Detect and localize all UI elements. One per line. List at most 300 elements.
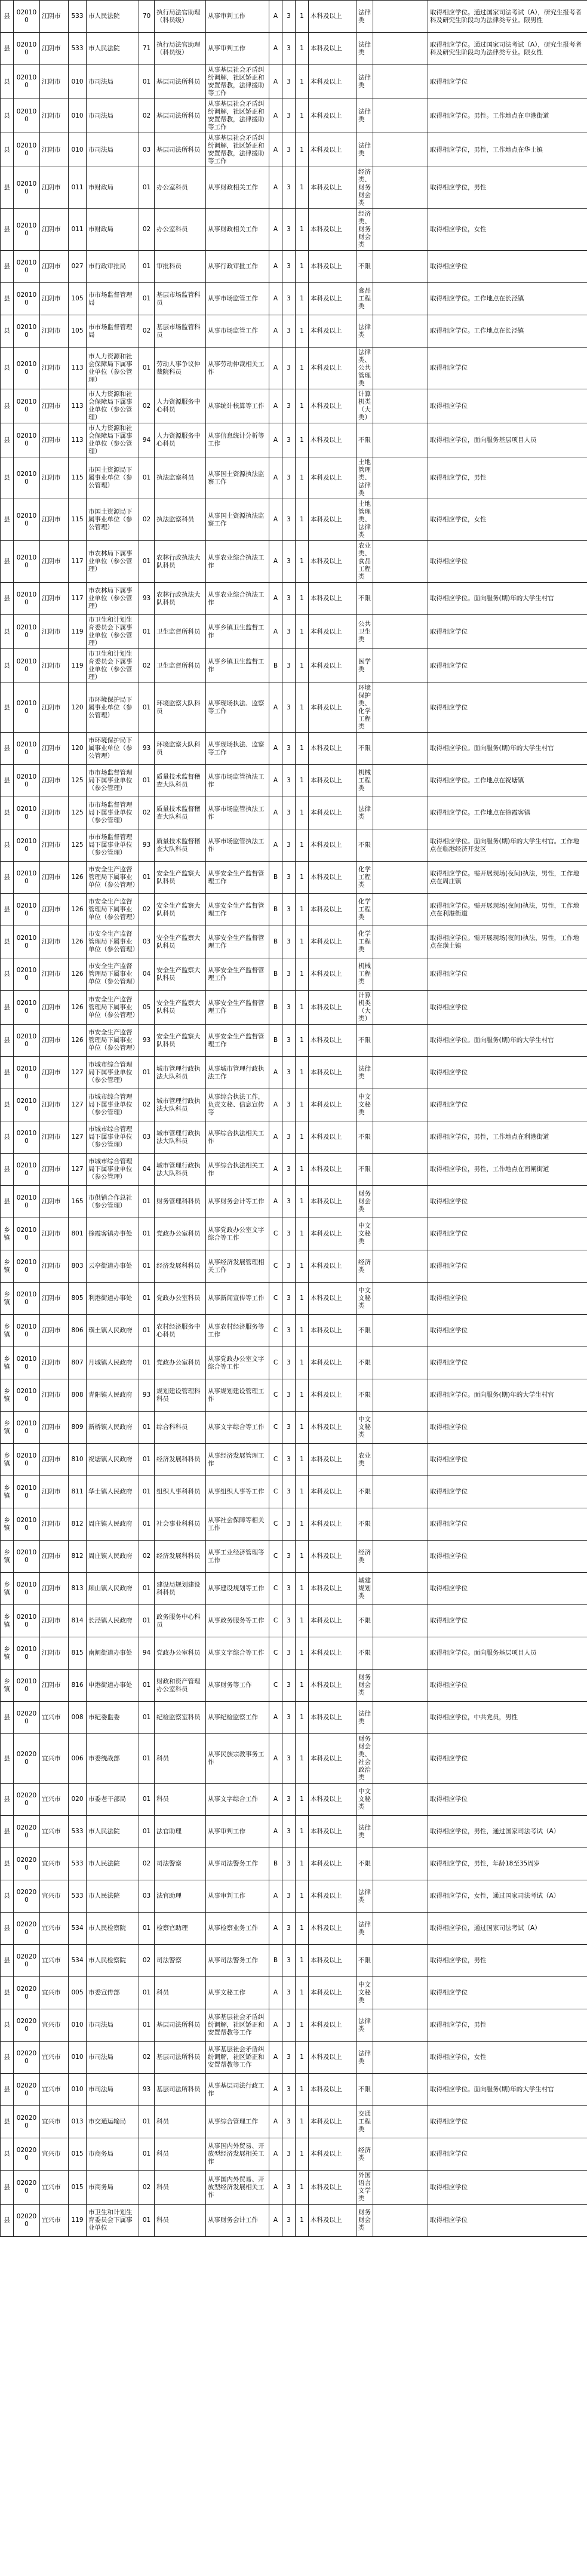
cell-city: 江阴市 xyxy=(40,1412,69,1444)
cell-degree: 环境保护类、化学工程类 xyxy=(356,683,373,733)
cell-major xyxy=(373,1670,428,1702)
cell-unit-code: 533 xyxy=(69,33,87,65)
cell-level: 县 xyxy=(1,894,14,926)
cell-area-code: 020100 xyxy=(14,894,40,926)
cell-level: 县 xyxy=(1,1186,14,1218)
cell-city: 江阴市 xyxy=(40,1250,69,1283)
cell-unit: 市供销合作总社（参公管理） xyxy=(87,1186,139,1218)
cell-pos-code: 02 xyxy=(139,315,155,348)
cell-type: C xyxy=(269,1670,282,1702)
cell-subtype: 3 xyxy=(282,1637,296,1670)
cell-area-code: 020200 xyxy=(14,1945,40,1977)
cell-degree: 法律类 xyxy=(356,2042,373,2074)
cell-education: 本科及以上 xyxy=(309,423,356,457)
cell-pos-code: 02 xyxy=(139,209,155,251)
cell-major xyxy=(373,894,428,926)
cell-subtype: 3 xyxy=(282,958,296,991)
cell-education: 本科及以上 xyxy=(309,1734,356,1784)
cell-unit: 市司法局 xyxy=(87,65,139,99)
cell-degree: 交通工程类 xyxy=(356,2106,373,2138)
cell-other: 取得相应学位 xyxy=(428,1476,587,1508)
cell-other: 取得相应学位 xyxy=(428,2138,587,2171)
cell-subtype: 3 xyxy=(282,1573,296,1605)
cell-duties: 从事检察业务工作 xyxy=(206,1913,269,1945)
cell-level: 县 xyxy=(1,583,14,615)
cell-area-code: 020100 xyxy=(14,1315,40,1347)
cell-unit: 市商务局 xyxy=(87,2138,139,2171)
cell-degree: 中文文秘类 xyxy=(356,1218,373,1250)
cell-unit-code: 126 xyxy=(69,926,87,958)
cell-subtype: 3 xyxy=(282,1880,296,1913)
cell-position: 法官助理 xyxy=(155,1816,206,1848)
cell-major xyxy=(373,1734,428,1784)
cell-unit-code: 127 xyxy=(69,1154,87,1186)
cell-city: 宜兴市 xyxy=(40,2205,69,2237)
table-row xyxy=(1,133,587,167)
table-row xyxy=(1,1057,587,1089)
cell-major xyxy=(373,765,428,797)
cell-type: C xyxy=(269,1347,282,1379)
cell-pos-code: 01 xyxy=(139,65,155,99)
cell-unit-code: 117 xyxy=(69,583,87,615)
cell-position: 城市管理行政执法大队科员 xyxy=(155,1089,206,1121)
cell-pos-code: 01 xyxy=(139,1977,155,2009)
cell-area-code: 020100 xyxy=(14,33,40,65)
cell-pos-code: 01 xyxy=(139,862,155,894)
cell-degree: 法律类 xyxy=(356,1702,373,1734)
table-row xyxy=(1,1379,587,1412)
cell-other: 取得相应学位 xyxy=(428,1977,587,2009)
cell-count: 1 xyxy=(296,1702,309,1734)
table-row xyxy=(1,1283,587,1315)
cell-major xyxy=(373,649,428,683)
cell-type: A xyxy=(269,1057,282,1089)
cell-level: 县 xyxy=(1,33,14,65)
cell-area-code: 020100 xyxy=(14,829,40,862)
cell-city: 江阴市 xyxy=(40,65,69,99)
cell-pos-code: 03 xyxy=(139,1121,155,1154)
cell-education: 本科及以上 xyxy=(309,99,356,133)
cell-major xyxy=(373,1541,428,1573)
cell-level: 县 xyxy=(1,1089,14,1121)
cell-other: 取得相应学位。工作地点在祝塘镇 xyxy=(428,765,587,797)
cell-area-code: 020100 xyxy=(14,1186,40,1218)
cell-count: 1 xyxy=(296,1,309,33)
cell-major xyxy=(373,1637,428,1670)
cell-level: 县 xyxy=(1,251,14,283)
cell-pos-code: 93 xyxy=(139,1025,155,1057)
cell-unit: 市人力资源和社会保障局下属事业单位（参公管理） xyxy=(87,389,139,423)
cell-unit: 市商务局 xyxy=(87,2171,139,2205)
cell-education: 本科及以上 xyxy=(309,2042,356,2074)
cell-other: 取得相应学位，女性 xyxy=(428,499,587,541)
cell-area-code: 020100 xyxy=(14,1089,40,1121)
cell-area-code: 020200 xyxy=(14,2205,40,2237)
cell-city: 宜兴市 xyxy=(40,2138,69,2171)
cell-type: A xyxy=(269,1913,282,1945)
cell-major xyxy=(373,209,428,251)
cell-degree: 不限 xyxy=(356,1379,373,1412)
cell-degree: 财务财会类 xyxy=(356,1186,373,1218)
cell-major xyxy=(373,2171,428,2205)
cell-degree: 法律类 xyxy=(356,1,373,33)
cell-degree: 法律类 xyxy=(356,315,373,348)
cell-degree: 化学工程类 xyxy=(356,894,373,926)
cell-education: 本科及以上 xyxy=(309,167,356,209)
cell-major xyxy=(373,1121,428,1154)
cell-position: 财政和资产管理办公室科员 xyxy=(155,1670,206,1702)
cell-pos-code: 93 xyxy=(139,829,155,862)
cell-major xyxy=(373,1605,428,1637)
cell-type: A xyxy=(269,683,282,733)
cell-unit-code: 807 xyxy=(69,1347,87,1379)
cell-unit: 市国土资源局下属事业单位（参公管理） xyxy=(87,499,139,541)
cell-city: 江阴市 xyxy=(40,1347,69,1379)
cell-other: 取得相应学位 xyxy=(428,1670,587,1702)
cell-pos-code: 01 xyxy=(139,1283,155,1315)
cell-education: 本科及以上 xyxy=(309,2205,356,2237)
cell-city: 江阴市 xyxy=(40,133,69,167)
cell-level: 乡镇 xyxy=(1,1218,14,1250)
cell-degree: 法律类 xyxy=(356,2009,373,2042)
cell-education: 本科及以上 xyxy=(309,1945,356,1977)
cell-pos-code: 02 xyxy=(139,1945,155,1977)
cell-count: 1 xyxy=(296,615,309,649)
cell-other: 取得相应学位 xyxy=(428,389,587,423)
table-row xyxy=(1,1476,587,1508)
cell-unit: 市人民法院 xyxy=(87,1880,139,1913)
cell-position: 财务管理科科员 xyxy=(155,1186,206,1218)
cell-unit-code: 811 xyxy=(69,1476,87,1508)
cell-position: 组织人事科科员 xyxy=(155,1476,206,1508)
cell-area-code: 020100 xyxy=(14,541,40,583)
cell-count: 1 xyxy=(296,1816,309,1848)
cell-duties: 从事基层社会矛盾纠纷调解，社区矫正和安置帮教，法律援助等工作 xyxy=(206,65,269,99)
cell-other: 取得相应学位 xyxy=(428,1573,587,1605)
cell-type: A xyxy=(269,1121,282,1154)
cell-other: 取得相应学位，男性 xyxy=(428,2009,587,2042)
cell-level: 县 xyxy=(1,683,14,733)
cell-education: 本科及以上 xyxy=(309,2074,356,2106)
cell-count: 1 xyxy=(296,862,309,894)
cell-unit-code: 816 xyxy=(69,1670,87,1702)
cell-other: 取得相应学位 xyxy=(428,991,587,1025)
cell-count: 1 xyxy=(296,797,309,829)
cell-duties: 从事城市管理行政执法工作 xyxy=(206,1057,269,1089)
cell-type: A xyxy=(269,423,282,457)
cell-unit: 市人民检察院 xyxy=(87,1913,139,1945)
cell-count: 1 xyxy=(296,2009,309,2042)
cell-major xyxy=(373,1848,428,1880)
cell-education: 本科及以上 xyxy=(309,541,356,583)
cell-pos-code: 02 xyxy=(139,1848,155,1880)
cell-subtype: 3 xyxy=(282,2171,296,2205)
cell-level: 乡镇 xyxy=(1,1508,14,1541)
cell-count: 1 xyxy=(296,1025,309,1057)
cell-major xyxy=(373,133,428,167)
cell-degree: 法律类 xyxy=(356,1057,373,1089)
cell-area-code: 020200 xyxy=(14,1702,40,1734)
cell-pos-code: 02 xyxy=(139,499,155,541)
cell-unit: 市安全生产监督管理局下属事业单位（参公管理） xyxy=(87,894,139,926)
cell-position: 科员 xyxy=(155,1784,206,1816)
cell-education: 本科及以上 xyxy=(309,65,356,99)
cell-type: A xyxy=(269,315,282,348)
cell-major xyxy=(373,1025,428,1057)
cell-area-code: 020100 xyxy=(14,1412,40,1444)
cell-area-code: 020100 xyxy=(14,1637,40,1670)
cell-duties: 从事民族宗教事务工作 xyxy=(206,1734,269,1784)
cell-duties: 从事安全生产监督管理工作 xyxy=(206,991,269,1025)
table-row xyxy=(1,1444,587,1476)
cell-unit: 市农林局下属事业单位（参公管理） xyxy=(87,583,139,615)
cell-major xyxy=(373,283,428,315)
cell-other: 取得相应学位。面向服务(期)年的大学生村官 xyxy=(428,583,587,615)
cell-level: 县 xyxy=(1,283,14,315)
table-row xyxy=(1,1605,587,1637)
cell-unit-code: 533 xyxy=(69,1848,87,1880)
cell-pos-code: 94 xyxy=(139,423,155,457)
cell-degree: 法律类 xyxy=(356,1816,373,1848)
cell-duties: 从事信息统计分析等工作 xyxy=(206,423,269,457)
cell-pos-code: 71 xyxy=(139,33,155,65)
cell-unit-code: 010 xyxy=(69,65,87,99)
cell-count: 1 xyxy=(296,1605,309,1637)
cell-type: A xyxy=(269,33,282,65)
cell-pos-code: 01 xyxy=(139,1412,155,1444)
cell-level: 县 xyxy=(1,2171,14,2205)
cell-type: C xyxy=(269,1637,282,1670)
cell-other: 取得相应学位 xyxy=(428,251,587,283)
cell-count: 1 xyxy=(296,829,309,862)
cell-subtype: 3 xyxy=(282,1412,296,1444)
cell-duties: 从事农村经济服务等工作 xyxy=(206,1315,269,1347)
cell-subtype: 3 xyxy=(282,862,296,894)
cell-other: 取得相应学位。面向服务(期)年的大学生村官 xyxy=(428,733,587,765)
cell-subtype: 3 xyxy=(282,733,296,765)
cell-major xyxy=(373,541,428,583)
cell-level: 县 xyxy=(1,315,14,348)
table-row xyxy=(1,583,587,615)
table-row xyxy=(1,1089,587,1121)
cell-level: 乡镇 xyxy=(1,1283,14,1315)
cell-subtype: 3 xyxy=(282,1444,296,1476)
cell-unit: 青阳镇人民政府 xyxy=(87,1379,139,1412)
cell-level: 县 xyxy=(1,541,14,583)
cell-duties: 从事经济发展管理相关工作 xyxy=(206,1250,269,1283)
cell-type: A xyxy=(269,1816,282,1848)
cell-other: 取得相应学位 xyxy=(428,2106,587,2138)
cell-education: 本科及以上 xyxy=(309,348,356,389)
table-row xyxy=(1,541,587,583)
cell-degree: 经济类 xyxy=(356,1250,373,1283)
cell-other: 取得相应学位。面向服务(期)年的大学生村官。工作地点在临港经济开发区 xyxy=(428,829,587,862)
cell-duties: 从事基层社会矛盾纠纷调解，社区矫正和安置帮教等工作 xyxy=(206,2042,269,2074)
cell-unit: 市卫生和计划生育委员会下属事业单位 xyxy=(87,2205,139,2237)
cell-count: 1 xyxy=(296,2171,309,2205)
cell-education: 本科及以上 xyxy=(309,2171,356,2205)
cell-type: B xyxy=(269,649,282,683)
cell-education: 本科及以上 xyxy=(309,829,356,862)
cell-subtype: 3 xyxy=(282,423,296,457)
cell-type: C xyxy=(269,1541,282,1573)
cell-count: 1 xyxy=(296,33,309,65)
cell-unit: 市委宣传部 xyxy=(87,1977,139,2009)
cell-degree: 不限 xyxy=(356,1848,373,1880)
cell-major xyxy=(373,99,428,133)
cell-unit: 云亭街道办事处 xyxy=(87,1250,139,1283)
cell-type: C xyxy=(269,1412,282,1444)
cell-subtype: 3 xyxy=(282,1154,296,1186)
cell-city: 江阴市 xyxy=(40,167,69,209)
cell-degree: 法律类 xyxy=(356,1913,373,1945)
cell-count: 1 xyxy=(296,2074,309,2106)
table-row xyxy=(1,797,587,829)
cell-duties: 从事文字综合等工作 xyxy=(206,1412,269,1444)
cell-city: 江阴市 xyxy=(40,1057,69,1089)
cell-level: 县 xyxy=(1,1,14,33)
cell-count: 1 xyxy=(296,1734,309,1784)
cell-city: 江阴市 xyxy=(40,1283,69,1315)
cell-education: 本科及以上 xyxy=(309,2009,356,2042)
cell-city: 江阴市 xyxy=(40,894,69,926)
cell-pos-code: 93 xyxy=(139,583,155,615)
cell-area-code: 020200 xyxy=(14,1913,40,1945)
cell-major xyxy=(373,1315,428,1347)
cell-city: 江阴市 xyxy=(40,958,69,991)
cell-position: 科员 xyxy=(155,1977,206,2009)
cell-position: 社会事业科科员 xyxy=(155,1508,206,1541)
cell-unit: 市市场监督管理局 xyxy=(87,283,139,315)
cell-type: C xyxy=(269,1508,282,1541)
cell-unit: 市司法局 xyxy=(87,99,139,133)
cell-city: 江阴市 xyxy=(40,283,69,315)
cell-city: 宜兴市 xyxy=(40,1977,69,2009)
cell-count: 1 xyxy=(296,2042,309,2074)
cell-subtype: 3 xyxy=(282,133,296,167)
cell-degree: 公共卫生类 xyxy=(356,615,373,649)
table-row xyxy=(1,829,587,862)
cell-position: 卫生监督所科员 xyxy=(155,649,206,683)
cell-count: 1 xyxy=(296,99,309,133)
cell-degree: 不限 xyxy=(356,1637,373,1670)
cell-level: 县 xyxy=(1,1734,14,1784)
table-row xyxy=(1,1508,587,1541)
cell-degree: 食品工程类 xyxy=(356,283,373,315)
cell-duties: 从事财政相关工作 xyxy=(206,209,269,251)
cell-subtype: 3 xyxy=(282,1913,296,1945)
cell-type: B xyxy=(269,926,282,958)
cell-city: 江阴市 xyxy=(40,683,69,733)
cell-degree: 中文文秘类 xyxy=(356,1283,373,1315)
cell-unit: 市卫生和计划生育委员会下属事业单位（参公管理） xyxy=(87,649,139,683)
cell-level: 县 xyxy=(1,65,14,99)
cell-city: 江阴市 xyxy=(40,615,69,649)
cell-city: 江阴市 xyxy=(40,1379,69,1412)
cell-other: 取得相应学位，男性 xyxy=(428,457,587,499)
cell-position: 经济发展科科员 xyxy=(155,1444,206,1476)
cell-city: 江阴市 xyxy=(40,1121,69,1154)
cell-degree: 不限 xyxy=(356,733,373,765)
cell-subtype: 3 xyxy=(282,1508,296,1541)
cell-degree: 不限 xyxy=(356,1121,373,1154)
table-row xyxy=(1,1250,587,1283)
cell-major xyxy=(373,457,428,499)
cell-other: 取得相应学位。工作地点在长泾镇 xyxy=(428,315,587,348)
cell-pos-code: 01 xyxy=(139,2009,155,2042)
cell-unit-code: 126 xyxy=(69,991,87,1025)
cell-major xyxy=(373,1702,428,1734)
cell-city: 江阴市 xyxy=(40,1476,69,1508)
cell-education: 本科及以上 xyxy=(309,991,356,1025)
cell-level: 乡镇 xyxy=(1,1573,14,1605)
cell-major xyxy=(373,797,428,829)
cell-other: 取得相应学位 xyxy=(428,1089,587,1121)
cell-unit-code: 115 xyxy=(69,499,87,541)
cell-city: 宜兴市 xyxy=(40,1784,69,1816)
cell-degree: 计算机类（大类） xyxy=(356,389,373,423)
cell-type: A xyxy=(269,829,282,862)
cell-other: 取得相应学位 xyxy=(428,1605,587,1637)
cell-position: 经济发展科科员 xyxy=(155,1541,206,1573)
cell-subtype: 3 xyxy=(282,2074,296,2106)
cell-area-code: 020100 xyxy=(14,649,40,683)
cell-duties: 从事财务会计等工作 xyxy=(206,1186,269,1218)
table-row xyxy=(1,1573,587,1605)
cell-degree: 不限 xyxy=(356,1945,373,1977)
cell-type: A xyxy=(269,209,282,251)
cell-duties: 从事新闻宣传等工作 xyxy=(206,1283,269,1315)
cell-degree: 不限 xyxy=(356,583,373,615)
cell-type: A xyxy=(269,251,282,283)
cell-other: 取得相应学位 xyxy=(428,541,587,583)
cell-count: 1 xyxy=(296,765,309,797)
cell-subtype: 3 xyxy=(282,1784,296,1816)
cell-level: 县 xyxy=(1,2074,14,2106)
cell-city: 江阴市 xyxy=(40,1573,69,1605)
cell-count: 1 xyxy=(296,1508,309,1541)
cell-duties: 从事财务等工作 xyxy=(206,1670,269,1702)
cell-other: 取得相应学位，女性 xyxy=(428,209,587,251)
cell-duties: 从事基层司法行政工作 xyxy=(206,2074,269,2106)
cell-duties: 从事安全生产监督管理工作 xyxy=(206,1025,269,1057)
table-row xyxy=(1,862,587,894)
cell-position: 基层司法所科员 xyxy=(155,2074,206,2106)
cell-subtype: 3 xyxy=(282,797,296,829)
cell-city: 江阴市 xyxy=(40,423,69,457)
cell-education: 本科及以上 xyxy=(309,1670,356,1702)
cell-degree: 农业类 xyxy=(356,1444,373,1476)
cell-subtype: 3 xyxy=(282,1,296,33)
cell-level: 县 xyxy=(1,389,14,423)
cell-degree: 中文文秘类 xyxy=(356,1089,373,1121)
cell-pos-code: 01 xyxy=(139,683,155,733)
cell-position: 政务服务中心科员 xyxy=(155,1605,206,1637)
cell-degree: 财务财会类 xyxy=(356,2205,373,2237)
cell-position: 安全生产监察大队科员 xyxy=(155,958,206,991)
cell-pos-code: 01 xyxy=(139,1573,155,1605)
cell-degree: 不限 xyxy=(356,1508,373,1541)
cell-pos-code: 01 xyxy=(139,1347,155,1379)
cell-type: C xyxy=(269,1283,282,1315)
table-row xyxy=(1,2106,587,2138)
cell-subtype: 3 xyxy=(282,1670,296,1702)
cell-city: 宜兴市 xyxy=(40,1880,69,1913)
cell-type: A xyxy=(269,2074,282,2106)
cell-other: 取得相应学位，女性，通过国家司法考试（A） xyxy=(428,1880,587,1913)
cell-city: 江阴市 xyxy=(40,1637,69,1670)
cell-area-code: 020100 xyxy=(14,423,40,457)
